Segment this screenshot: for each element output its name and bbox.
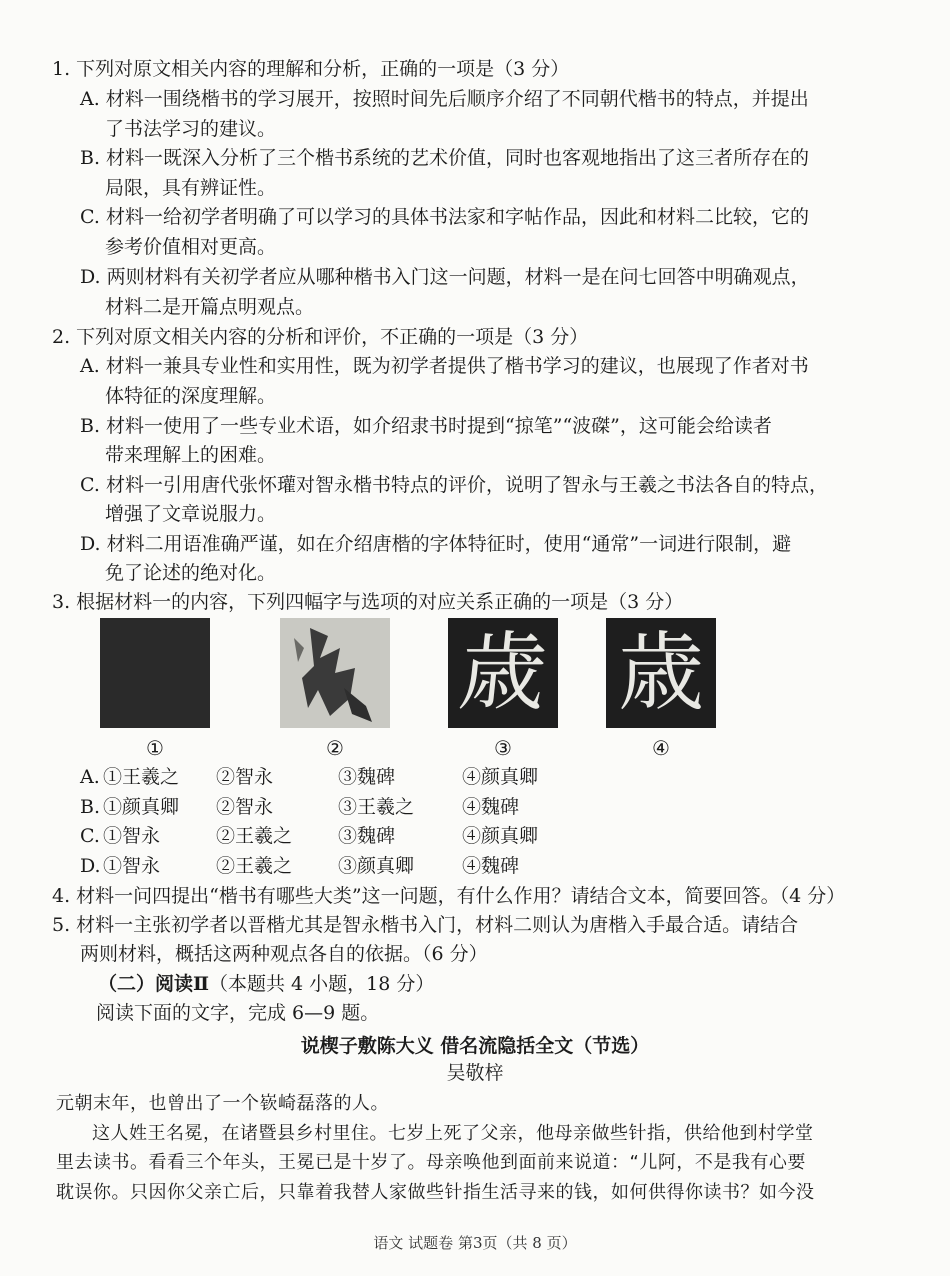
q5-stem-cont: 两则材料，概括这两种观点各自的依据。（6 分） (80, 943, 488, 965)
glyph-3: 歳 (454, 623, 552, 723)
passage-paragraph-2-line-1: 这人姓王名冕，在诸暨县乡村里住。七岁上死了父亲，他母亲做些针指，供给他到村学堂 (92, 1123, 814, 1144)
q2-option-b-cont: 带来理解上的困难。 (105, 444, 277, 466)
exam-page: 1. 下列对原文相关内容的理解和分析，正确的一项是（3 分） A. 材料一围绕楷书的学习展开，按照时间先后顺序介绍了不同朝代楷书的特点，并提出 了书法学习的建议。 B. 材料一既深入分析了三个楷书系统的艺术价值，同时也客观地指出了这三者所存在的 局限，具有辨证性。 C. 材料一给初学者明确了可以学习的具体书法家和字帖作品，因此和材料二比较，它的 参考价值相对更高。 D. 两则材料有关初学者应从哪种楷书入门这一问题，材料一是在问七回答中明确观点， 材料二是开篇点明观点。 2. 下列对原文相关内容的分析和评价，不正确的一项是（3 分） A. 材料一兼具专业性和实用性，既为初学者提供了楷书学习的建议，也展现了作者对书 体特征的深度理解。 B. 材料一使用了一些专业术语，如介绍隶书时提到“掠笔”“波磔”，这可能会给读者 带来理解上的困难。 C. 材料一引用唐代张怀瓘对智永楷书特点的评价，说明了智永与王羲之书法各自的特点， 增强了文章说服力。 D. 材料二用语准确严谨，如在介绍唐楷的字体特征时，使用“通常”一词进行限制，避 免了论述的绝对化。 3. 根据材料一的内容，下列四幅字与选项的对应关系正确的一项是（3 分） 歳 歳 ① ② ③ ④ A. ①王羲之 ②智永 ③魏碑 ④颜真卿 B. ①颜真卿 ②智永 ③王羲之 ④魏碑 C. ①智永 ②王羲之 ③魏碑 ④颜真卿 D. ①智永 ②王羲之 ③颜真卿 ④魏碑 4. 材料一问四提出“楷书有哪些大类”这一问题，有什么作用？请结合文本，简要回答。（4 分） 5. 材料一主张初学者以晋楷尤其是智永楷书入门，材料二则认为唐楷入手最合适。请结合 两则材料，概括这两种观点各自的依据。（6 分） （二）阅读Ⅱ（本题共 4 小题，18 分） 阅读下面的文字，完成 6—9 题。 说楔子敷陈大义 借名流隐括全文（节选） 吴敬梓 元朝末年，也曾出了一个嵚崎磊落的人。 这人姓王名冕，在诸暨县乡村里住。七岁上死了父亲，他母亲做些针指，供给他到村学堂 里去读书。看看三个年头，王冕已是十岁了。母亲唤他到面前来说道：“儿阿，不是我有心要 耽误你。只因你父亲亡后，只靠着我替人家做些针指生活寻来的钱，如何供得你读书？如今没 语文 试题卷 第3页（共 8 页） (0, 0, 950, 1276)
calligraphy-image-4 (606, 618, 716, 728)
q5-stem: 5. 材料一主张初学者以晋楷尤其是智永楷书入门，材料二则认为唐楷入手最合适。请结合 (52, 914, 799, 936)
q1-option-d-cont: 材料二是开篇点明观点。 (105, 296, 315, 318)
q1-option-a-cont: 了书法学习的建议。 (105, 118, 277, 140)
passage-paragraph-2-line-2: 里去读书。看看三个年头，王冕已是十岁了。母亲唤他到面前来说道：“儿阿，不是我有心要 (56, 1152, 806, 1173)
passage-paragraph-1: 元朝末年，也曾出了一个嵚崎磊落的人。 (56, 1093, 389, 1114)
passage-paragraph-2-line-3: 耽误你。只因你父亲亡后，只靠着我替人家做些针指生活寻来的钱，如何供得你读书？如今没 (56, 1182, 815, 1203)
calligraphy-image-3 (448, 618, 558, 728)
section-instruction: 阅读下面的文字，完成 6—9 题。 (96, 1002, 380, 1024)
q4-stem: 4. 材料一问四提出“楷书有哪些大类”这一问题，有什么作用？请结合文本，简要回答。（4 分） (52, 885, 846, 907)
q1-option-b-cont: 局限，具有辨证性。 (105, 177, 277, 199)
calligraphy-image-2 (280, 618, 390, 728)
section-heading-label: （二）阅读Ⅱ (98, 973, 210, 995)
q1-option-d: D. 两则材料有关初学者应从哪种楷书入门这一问题，材料一是在问七回答中明确观点， (80, 266, 810, 288)
q2-option-a-cont: 体特征的深度理解。 (105, 385, 277, 407)
passage-author: 吴敬梓 (446, 1062, 504, 1084)
image-label-3: ③ (494, 736, 512, 760)
section-heading (98, 971, 434, 997)
q3-stem: 3. 根据材料一的内容，下列四幅字与选项的对应关系正确的一项是（3 分） (52, 591, 684, 613)
q2-option-c: C. 材料一引用唐代张怀瓘对智永楷书特点的评价，说明了智永与王羲之书法各自的特点， (80, 474, 828, 496)
image-label-4: ④ (652, 736, 670, 760)
calligraphy-image-1 (100, 618, 210, 728)
q1-option-c: C. 材料一给初学者明确了可以学习的具体书法家和字帖作品，因此和材料二比较，它的 (80, 206, 809, 228)
page-footer: 语文 试题卷 第3页（共 8 页） (373, 1234, 577, 1252)
passage-title: 说楔子敷陈大义 借名流隐括全文（节选） (300, 1035, 650, 1057)
q2-option-b: B. 材料一使用了一些专业术语，如介绍隶书时提到“掠笔”“波磔”，这可能会给读者 (80, 415, 772, 437)
image-label-1: ① (146, 736, 164, 760)
glyph-4: 歳 (618, 623, 704, 723)
q2-option-a: A. 材料一兼具专业性和实用性，既为初学者提供了楷书学习的建议，也展现了作者对书 (80, 355, 809, 377)
q1-stem: 1. 下列对原文相关内容的理解和分析，正确的一项是（3 分） (52, 58, 570, 80)
q2-option-d-cont: 免了论述的绝对化。 (105, 562, 277, 584)
section-heading-info: （本题共 4 小题，18 分） (209, 973, 435, 995)
q1-option-c-cont: 参考价值相对更高。 (105, 236, 277, 258)
q2-option-c-cont: 增强了文章说服力。 (105, 503, 277, 525)
q2-stem: 2. 下列对原文相关内容的分析和评价，不正确的一项是（3 分） (52, 326, 589, 348)
q1-option-b: B. 材料一既深入分析了三个楷书系统的艺术价值，同时也客观地指出了这三者所存在的 (80, 147, 810, 169)
image-label-2: ② (326, 736, 344, 760)
q1-option-a: A. 材料一围绕楷书的学习展开，按照时间先后顺序介绍了不同朝代楷书的特点，并提出 (80, 88, 809, 110)
q2-option-d: D. 材料二用语准确严谨，如在介绍唐楷的字体特征时，使用“通常”一词进行限制，避 (80, 533, 792, 555)
